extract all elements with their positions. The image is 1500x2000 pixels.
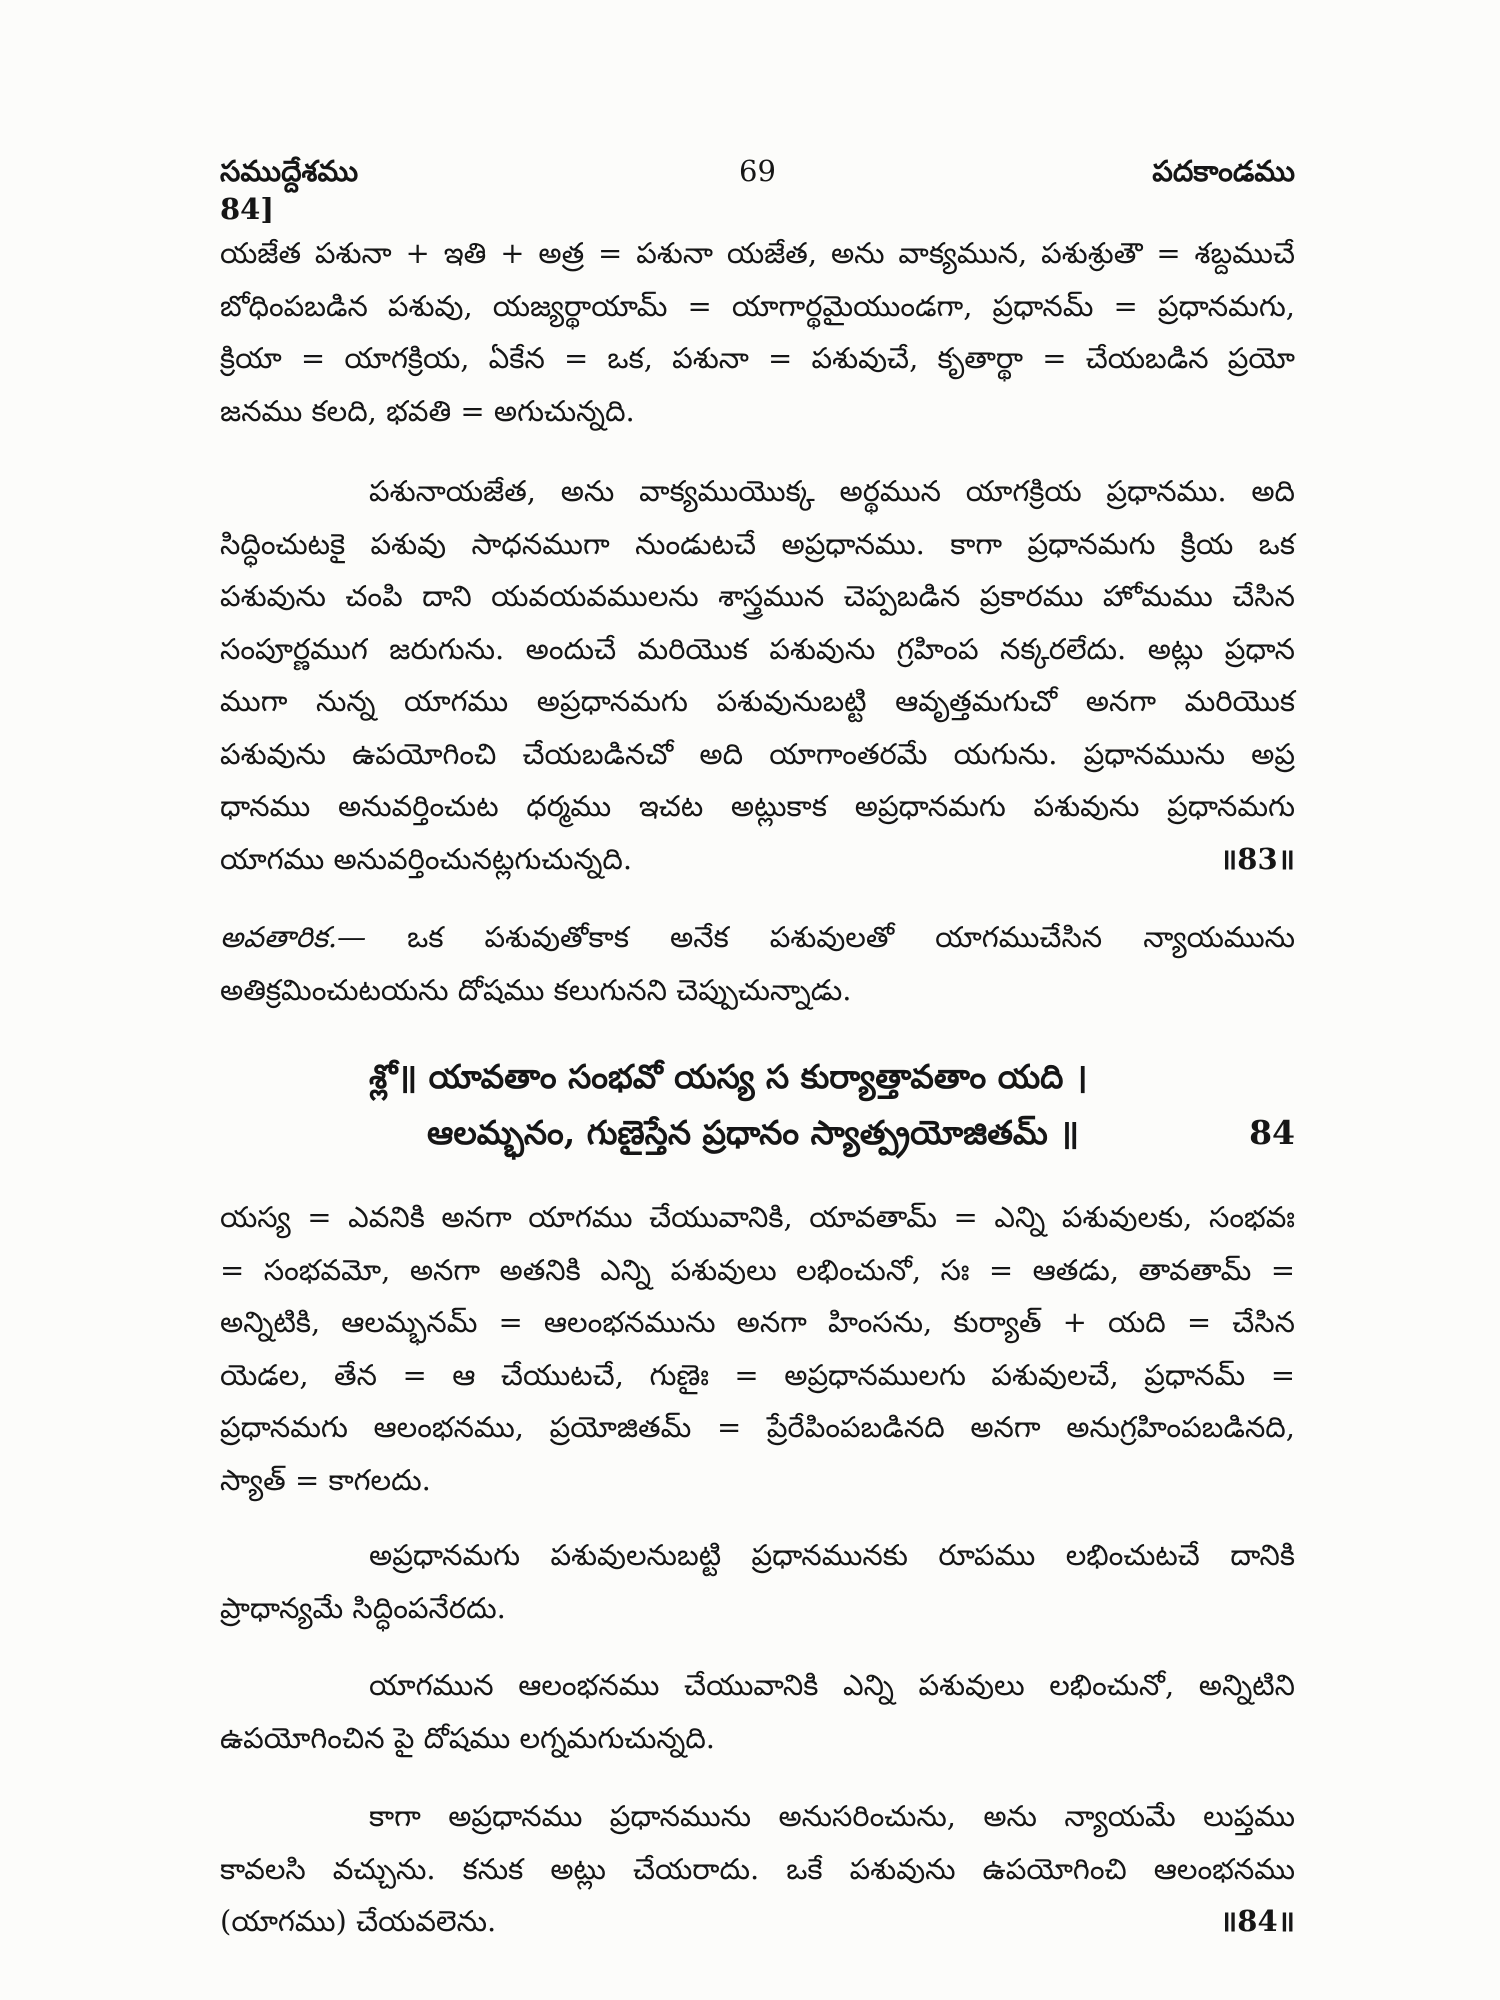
verse-line-with-number [220,1105,1295,1161]
text-line-with-end-mark [220,1895,1295,1948]
header-chapter-title: పదకాండము [1152,154,1295,188]
text-line: పశునాయజేత, అను వాక్యముయొక్క అర్థమున యాగక్రియ ప్రధానము. అది [369,474,1295,508]
running-header [220,148,1295,194]
text-line: = సంభవమో, అనగా అతనికి ఎన్ని పశువులు లభించునో, సః = ఆతడు, తావతామ్ = [220,1252,1295,1287]
text-line: పశువును ఉపయోగించి చేయబడినచో అది యాగాంతరమే యగును. ప్రధానమును అప్ర [220,736,1295,771]
verse-range-marker: 84] [220,192,275,226]
line-text: ఒక పశువుతోకాక అనేక పశువులతో యాగముచేసిన న్యాయమును [407,920,1295,954]
text-line: జనము కలది, భవతి = అగుచున్నది. [220,393,635,428]
page-number: 69 [739,154,776,188]
text-line: స్యాత్ = కాగలదు. [220,1462,431,1497]
explanation-paragraph [220,1659,1295,1764]
text-line: ధానము అనువర్తించుట ధర్మము ఇచట అట్లుకాక అప్రధానమగు పశువును ప్రధానమగు [220,789,1295,823]
text-line: అతిక్రమించుటయను దోషము కలుగునని చెప్పుచున్నాడు. [220,972,852,1007]
text-line: సంపూర్ణముగ జరుగును. అందుచే మరియొక పశువును గ్రహింప నక్కరలేదు. అట్లు ప్రధాన [220,631,1295,666]
text-line: యాగమున ఆలంభనము చేయువానికి ఎన్ని పశువులు లభించునో, అన్నిటిని [369,1668,1295,1702]
text-line: బోధింపబడిన పశువు, యజ్యర్థాయామ్ = యాగార్థమైయుండగా, ప్రధానమ్ = ప్రధానమగు, [220,288,1295,323]
introduction-paragraph [220,911,1295,1016]
verse-end-mark: ॥83॥ [1219,841,1295,876]
word-meanings-paragraph [220,1191,1295,1506]
verse-end-mark: ॥84॥ [1219,1904,1295,1938]
text-line: అన్నిటికి, ఆలమ్భనమ్ = ఆలంభనమును అనగా హింసను, కుర్యాత్ + యది = చేసిన [220,1305,1295,1339]
text-line: ఉపయోగించిన పై దోషము లగ్నమగుచున్నది. [220,1720,716,1755]
text-line-with-end-mark [220,833,1295,886]
explanation-paragraph [220,1529,1295,1634]
text-line: యస్య = ఎవనికి అనగా యాగము చేయువానికి, యావతామ్ = ఎన్ని పశువులకు, సంభవః [220,1200,1295,1234]
verse-block [220,1049,1295,1161]
text-line: సిద్ధించుటకై పశువు సాధనముగా నుండుటచే అప్రధానము. కాగా ప్రధానమగు క్రియ ఒక [220,526,1295,561]
text-line: ప్రాధాన్యమే సిద్ధింపనేరదు. [220,1590,506,1625]
verse-line: ఆలమ్భనం, గుణైస్తేన ప్రధానం స్యాత్ప్రయోజితమ్ ॥ [427,1113,1080,1152]
text-line: యజేత పశునా + ఇతి + అత్ర = పశునా యజేత, అను వాక్యమున, పశుశ్రుతౌ = శబ్దముచే [220,236,1295,270]
text-line: ప్రధానమగు ఆలంభనము, ప్రయోజితమ్ = ప్రేరేపింపబడినది అనగా అనుగ్రహింపబడినది, [220,1410,1295,1444]
introduction-label: అవతారిక.— [220,920,367,954]
header-section-title: సముద్దేశము [220,154,359,188]
line-text: యాగము అనువర్తించునట్లగుచున్నది. [220,841,633,876]
explanation-paragraph [220,465,1295,885]
text-line: కావలసి వచ్చును. కనుక అట్లు చేయరాదు. ఒకే పశువును ఉపయోగించి ఆలంభనము [220,1851,1295,1886]
text-line [220,911,1295,964]
text-line: పశువును చంపి దాని యవయవములను శాస్త్రమున చెప్పబడిన ప్రకారము హోమము చేసిన [220,579,1295,613]
text-line: అప్రధానమగు పశువులనుబట్టి ప్రధానమునకు రూపము లభించుటచే దానికి [369,1538,1295,1572]
text-line: క్రియా = యాగక్రియ, ఏకేన = ఒక, పశునా = పశువుచే, కృతార్థా = చేయబడిన ప్రయో [220,341,1295,375]
verse-line: శ్లో॥ యావతాం సంభవో యస్య స కుర్యాత్తావతాం యది । [369,1057,1088,1096]
text-line: ముగా నున్న యాగము అప్రధానమగు పశువునుబట్టి ఆవృత్తమగుచో అనగా మరియొక [220,684,1295,718]
text-line: యెడల, తేన = ఆ చేయుటచే, గుణైః = అప్రధానములగు పశువులచే, ప్రధానమ్ = [220,1357,1295,1392]
explanation-paragraph [220,1790,1295,1948]
verse-number: 84 [1249,1113,1295,1152]
line-text: (యాగము) చేయవలెను. [220,1904,497,1938]
word-meanings-paragraph [220,227,1295,437]
text-line: కాగా అప్రధానము ప్రధానమును అనుసరించును, అను న్యాయమే లుప్తము [369,1799,1295,1833]
